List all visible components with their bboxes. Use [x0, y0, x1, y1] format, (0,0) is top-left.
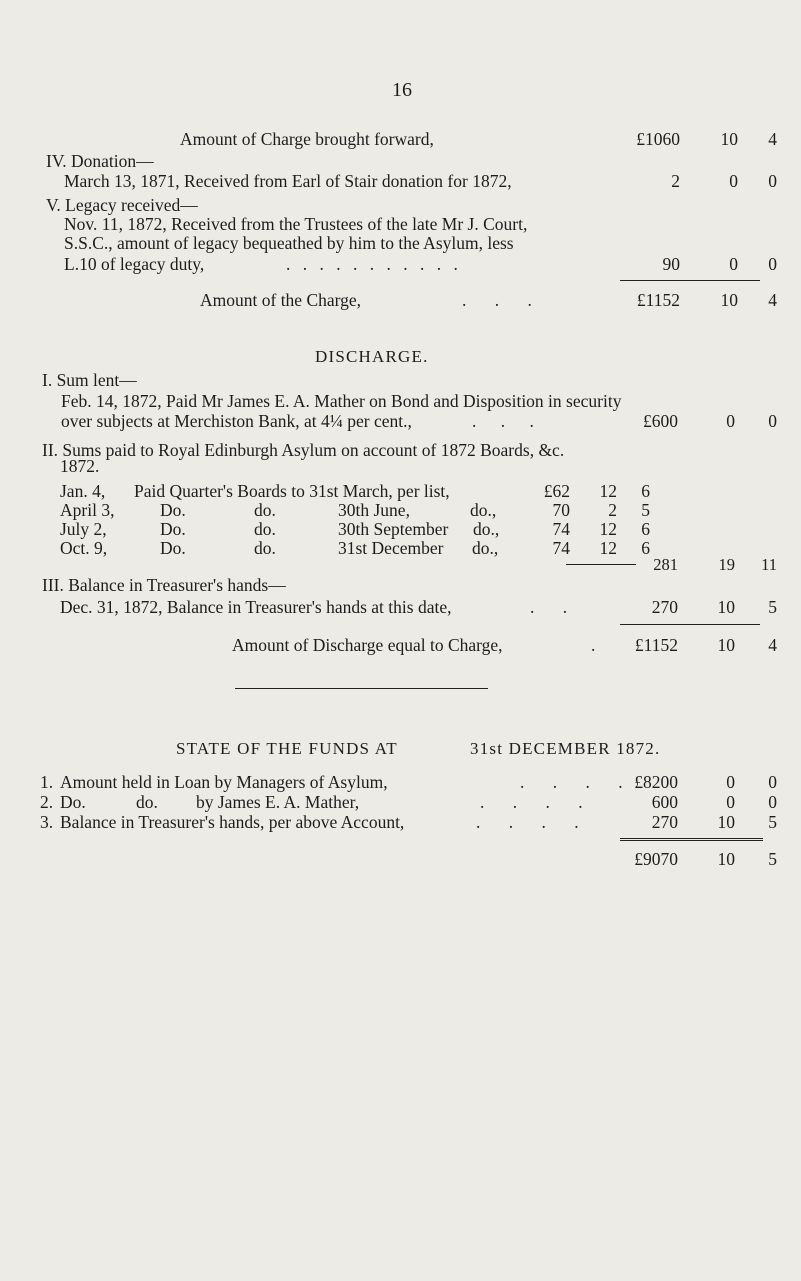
section-v-pence: 0 [768, 254, 777, 274]
state-row-shillings: 0 [726, 772, 735, 792]
section-ii-row-desc: Do. [160, 519, 186, 539]
section-ii-row-pence: 5 [641, 500, 650, 520]
section-ii-row-pence: 6 [641, 481, 650, 501]
section-ii-row-shillings: 12 [599, 519, 617, 539]
charge-brought-forward-pence: 4 [768, 129, 777, 149]
section-ii-subtotal-rule [566, 564, 636, 565]
section-i-line1: Feb. 14, 1872, Paid Mr James E. A. Mather on Bond and Disposition in security [61, 391, 622, 411]
section-ii-row-desc2: do. [254, 500, 276, 520]
section-i-pence: 0 [768, 411, 777, 431]
state-row-number: 3. [40, 812, 54, 832]
section-ii-row-desc4: do., [470, 500, 497, 520]
state-row-pence: 0 [768, 792, 777, 812]
section-ii-row-date: Jan. 4, [60, 481, 106, 501]
charge-total-shillings: 10 [720, 290, 738, 310]
section-ii-row-pence: 6 [641, 519, 650, 539]
state-total-pounds: £9070 [634, 849, 678, 869]
charge-total-pence: 4 [768, 290, 777, 310]
state-heading: STATE OF THE FUNDS AT [176, 739, 398, 758]
section-ii-row-desc4: do., [473, 519, 500, 539]
section-iv-pence: 0 [768, 171, 777, 191]
state-row-pounds: 600 [651, 792, 678, 812]
state-row-text2: do. [136, 792, 158, 812]
discharge-total-shillings: 10 [717, 635, 735, 655]
charge-total-pounds: £1152 [636, 290, 680, 310]
section-v-line3: L.10 of legacy duty, [64, 254, 205, 274]
section-ii-row-shillings: 12 [599, 538, 617, 558]
section-iv-line: March 13, 1871, Received from Earl of Stair donation for 1872, [64, 171, 512, 191]
charge-total-label: Amount of the Charge, [200, 290, 362, 310]
state-row-pounds: 270 [651, 812, 678, 832]
section-i-leaders: . . . [472, 411, 544, 431]
discharge-heading: DISCHARGE. [315, 347, 429, 366]
section-ii-row-desc3: 30th September [338, 519, 449, 539]
section-iii-pounds: 270 [651, 597, 678, 617]
section-iv-pounds: 2 [671, 171, 680, 191]
charge-brought-forward-pounds: £1060 [636, 129, 680, 149]
discharge-total-leaders: . [591, 635, 596, 655]
state-row-text: Balance in Treasurer's hands, per above Account, [60, 812, 405, 832]
section-ii-subtotal-shillings: 19 [718, 555, 735, 574]
section-ii-row-desc2: do. [254, 538, 276, 558]
discharge-total-label: Amount of Discharge equal to Charge, [232, 635, 503, 655]
section-v-pounds: 90 [662, 254, 680, 274]
state-row-text3: by James E. A. Mather, [196, 792, 360, 812]
state-row-pounds: £8200 [634, 772, 678, 792]
section-v-shillings: 0 [729, 254, 738, 274]
charge-brought-forward-shillings: 10 [720, 129, 738, 149]
section-ii-row-pounds: 70 [552, 500, 570, 520]
section-ii-row-pounds: 74 [552, 519, 570, 539]
section-ii-row-desc: Paid Quarter's Boards to 31st March, per list, [134, 481, 450, 501]
state-row-pence: 0 [768, 772, 777, 792]
state-row-pence: 5 [768, 812, 777, 832]
state-row-text: Amount held in Loan by Managers of Asylum, [60, 772, 388, 792]
section-v-leaders: . . . . . . . . . . . [286, 254, 462, 274]
state-total-double-rule [620, 838, 763, 841]
state-row-leaders: . . . . [480, 792, 595, 812]
section-ii-row-shillings: 2 [608, 500, 617, 520]
state-total-pence: 5 [768, 849, 777, 869]
section-ii-row-desc: Do. [160, 538, 186, 558]
page-number: 16 [392, 79, 412, 101]
section-iii-pence: 5 [768, 597, 777, 617]
section-iii-shillings: 10 [717, 597, 735, 617]
state-heading-date: 31st DECEMBER 1872. [470, 739, 661, 758]
section-ii-row-desc2: do. [254, 519, 276, 539]
section-i-heading: I. Sum lent— [42, 370, 137, 390]
section-v-line2: S.S.C., amount of legacy bequeathed by him to the Asylum, less [64, 233, 514, 253]
state-row-leaders: . . . . [520, 772, 635, 792]
charge-total-rule [620, 280, 760, 281]
state-row-number: 2. [40, 792, 54, 812]
discharge-total-pence: 4 [768, 635, 777, 655]
section-iii-leaders: . . [530, 597, 580, 617]
discharge-total-pounds: £1152 [634, 635, 678, 655]
section-ii-subtotal-pounds: 281 [653, 555, 678, 574]
state-row-number: 1. [40, 772, 54, 792]
section-ii-row-date: July 2, [60, 519, 107, 539]
state-row-shillings: 0 [726, 792, 735, 812]
section-iii-line: Dec. 31, 1872, Balance in Treasurer's hands at this date, [60, 597, 452, 617]
section-iv-heading: IV. Donation— [46, 151, 154, 171]
discharge-total-rule [620, 624, 760, 625]
section-ii-subtotal-pence: 11 [761, 555, 777, 574]
section-ii-row-date: Oct. 9, [60, 538, 108, 558]
charge-total-leaders: . . . [462, 290, 544, 310]
section-v-line1: Nov. 11, 1872, Received from the Trustees of the late Mr J. Court, [64, 214, 528, 234]
state-total-shillings: 10 [717, 849, 735, 869]
charge-brought-forward-label: Amount of Charge brought forward, [180, 129, 434, 149]
section-ii-year: 1872. [60, 456, 100, 476]
section-iii-heading: III. Balance in Treasurer's hands— [42, 575, 286, 595]
section-ii-row-desc4: do., [472, 538, 499, 558]
section-i-line2: over subjects at Merchiston Bank, at 4¼ per cent., [61, 411, 412, 431]
section-divider [235, 688, 488, 689]
section-ii-row-date: April 3, [60, 500, 115, 520]
section-ii-row-desc: Do. [160, 500, 186, 520]
section-i-pounds: £600 [643, 411, 678, 431]
section-ii-heading: II. Sums paid to Royal Edinburgh Asylum on account of 1872 Boards, &c. [42, 440, 565, 460]
section-v-heading: V. Legacy received— [46, 195, 198, 215]
section-ii-row-desc3: 30th June, [338, 500, 410, 520]
section-ii-row-pounds: £62 [543, 481, 570, 501]
section-ii-row-desc3: 31st December [338, 538, 444, 558]
section-iv-shillings: 0 [729, 171, 738, 191]
section-ii-row-pounds: 74 [552, 538, 570, 558]
section-ii-row-pence: 6 [641, 538, 650, 558]
section-i-shillings: 0 [726, 411, 735, 431]
state-row-text: Do. [60, 792, 86, 812]
section-ii-row-shillings: 12 [599, 481, 617, 501]
state-row-leaders: . . . . [476, 812, 591, 832]
state-row-shillings: 10 [717, 812, 735, 832]
